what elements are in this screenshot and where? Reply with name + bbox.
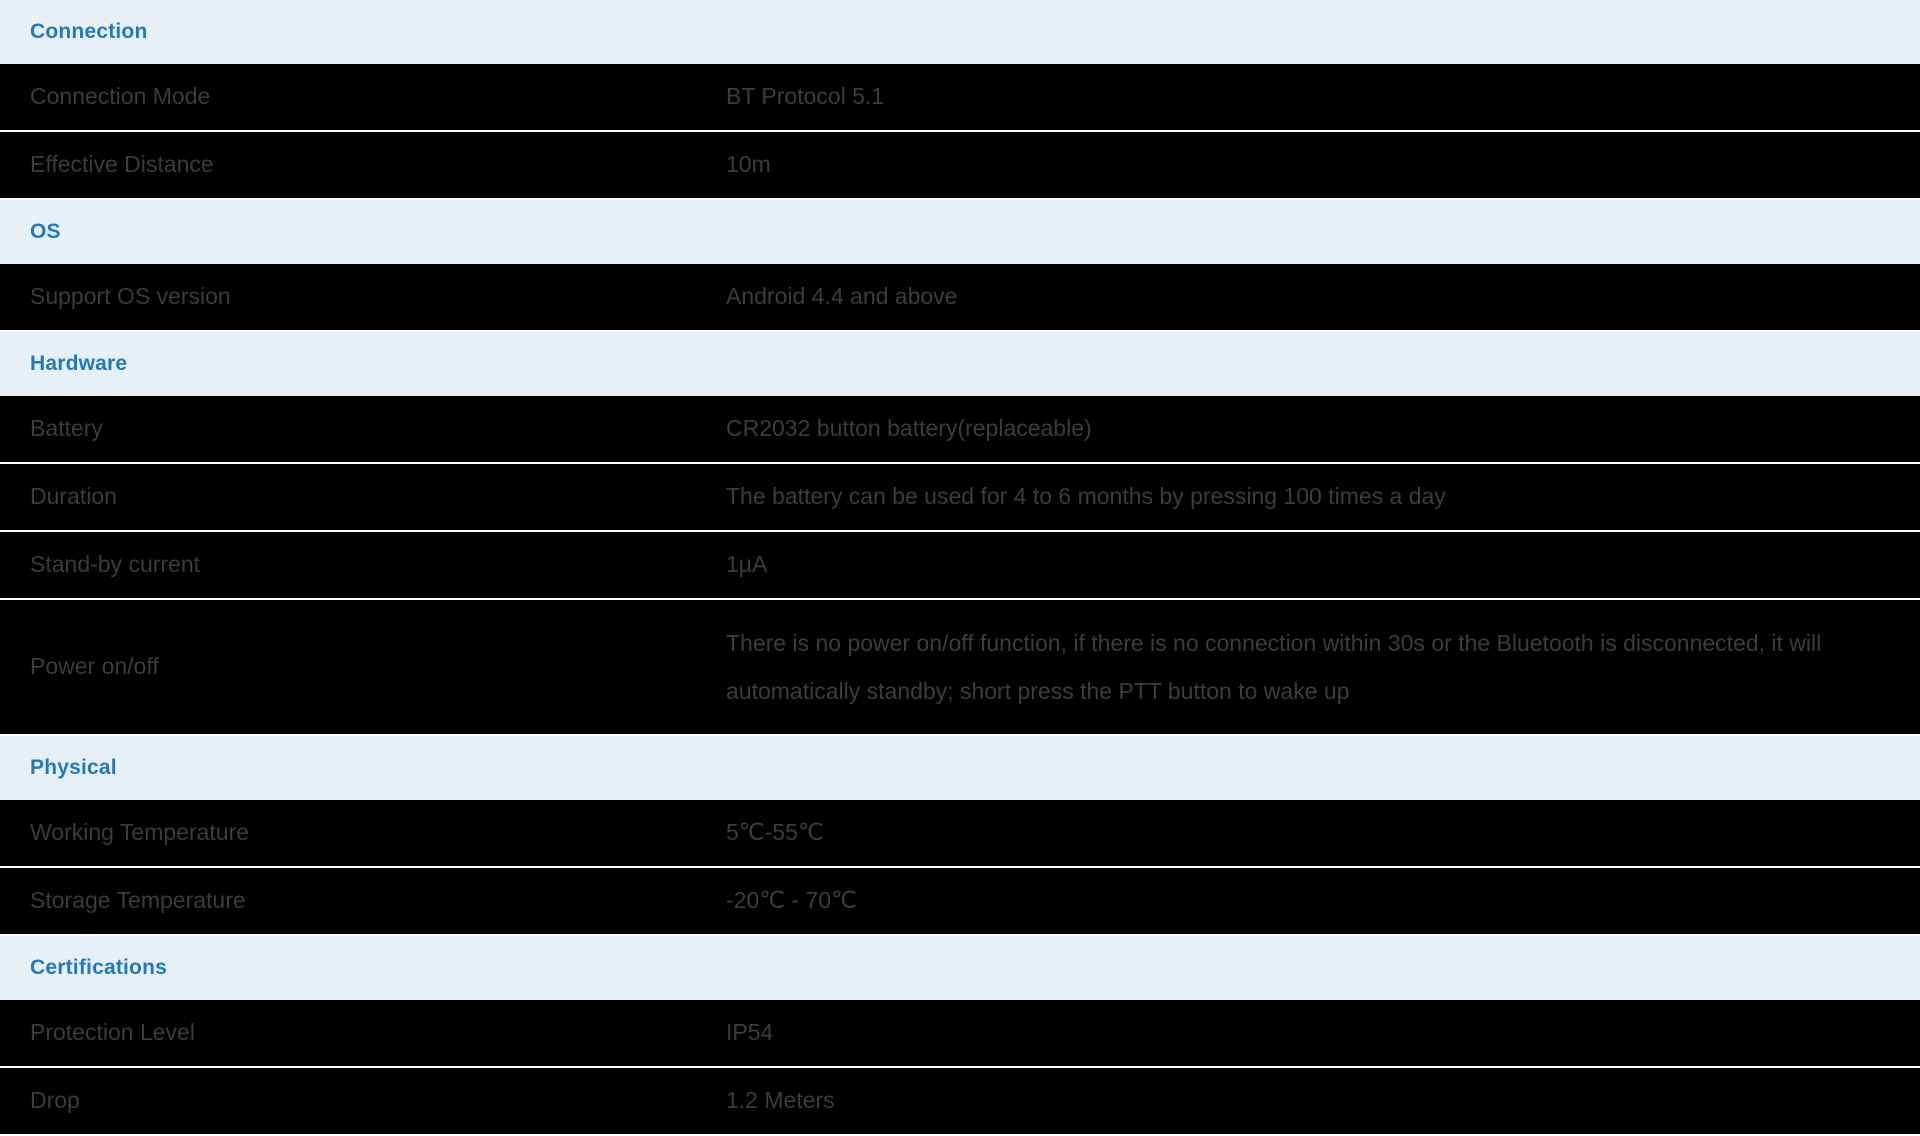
spec-value: IP54 <box>690 1000 1920 1067</box>
spec-value: 10m <box>690 131 1920 199</box>
section-heading: OS <box>0 199 1920 264</box>
section-header-row <box>0 0 1920 64</box>
section-heading: Hardware <box>0 331 1920 396</box>
spec-value: 1.2 Meters <box>690 1067 1920 1135</box>
spec-label: Stand-by current <box>0 531 690 599</box>
table-row <box>0 396 1920 463</box>
spec-value: -20℃ - 70℃ <box>690 867 1920 935</box>
spec-label: Effective Distance <box>0 131 690 199</box>
spec-label: Connection Mode <box>0 64 690 131</box>
spec-label: Battery <box>0 396 690 463</box>
spec-value: The battery can be used for 4 to 6 months by pressing 100 times a day <box>690 463 1920 531</box>
spec-value: There is no power on/off function, if there is no connection within 30s or the Bluetooth is disconnected, it will automatically standby; short press the PTT button to wake up <box>690 599 1920 735</box>
table-row <box>0 64 1920 131</box>
section-heading: Certifications <box>0 935 1920 1000</box>
spec-label: Protection Level <box>0 1000 690 1067</box>
spec-value: 1µA <box>690 531 1920 599</box>
table-row <box>0 800 1920 867</box>
section-header-row <box>0 935 1920 1000</box>
table-row <box>0 264 1920 331</box>
table-row <box>0 1000 1920 1067</box>
spec-label: Power on/off <box>0 599 690 735</box>
spec-label: Support OS version <box>0 264 690 331</box>
spec-label: Duration <box>0 463 690 531</box>
spec-value: 5℃-55℃ <box>690 800 1920 867</box>
spec-value: CR2032 button battery(replaceable) <box>690 396 1920 463</box>
spec-value: Android 4.4 and above <box>690 264 1920 331</box>
spec-label: Storage Temperature <box>0 867 690 935</box>
spec-value: BT Protocol 5.1 <box>690 64 1920 131</box>
table-row <box>0 463 1920 531</box>
table-row <box>0 531 1920 599</box>
section-heading: Connection <box>0 0 1920 64</box>
table-row <box>0 867 1920 935</box>
section-heading: Physical <box>0 735 1920 800</box>
section-header-row <box>0 199 1920 264</box>
section-header-row <box>0 735 1920 800</box>
table-row <box>0 131 1920 199</box>
table-row <box>0 1067 1920 1135</box>
section-header-row <box>0 331 1920 396</box>
spec-label: Working Temperature <box>0 800 690 867</box>
spec-label: Drop <box>0 1067 690 1135</box>
table-row <box>0 599 1920 735</box>
